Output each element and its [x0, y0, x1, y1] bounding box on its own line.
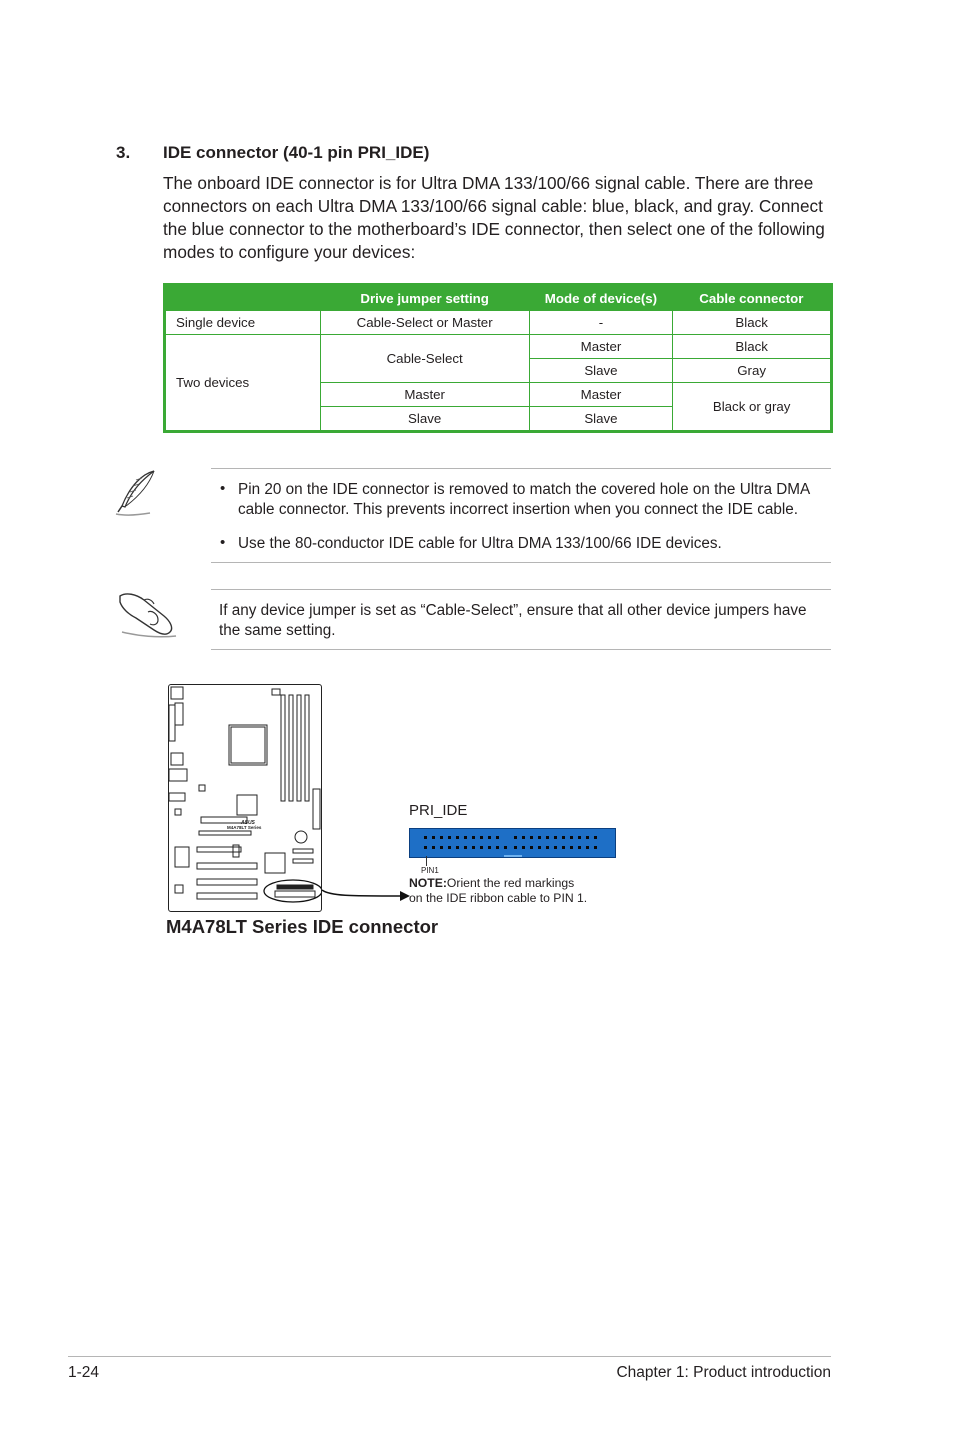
note-bottom-rule [211, 562, 831, 563]
diagram-caption: M4A78LT Series IDE connector [166, 916, 439, 937]
table-cell: Black or gray [673, 383, 832, 432]
table-cell: - [529, 311, 673, 335]
orientation-note [409, 876, 587, 906]
table-row [165, 311, 832, 335]
table-cell: Black [673, 335, 832, 359]
note-top-rule [211, 468, 831, 469]
hand-warning-icon [114, 588, 182, 640]
page-number: 1-24 [68, 1364, 100, 1381]
table-header: Drive jumper setting [320, 285, 529, 311]
section-number: 3. [116, 143, 131, 162]
table-cell: Slave [529, 359, 673, 383]
table-cell: Cable-Select or Master [320, 311, 529, 335]
table-cell: Single device [165, 311, 321, 335]
note-label: NOTE: [409, 876, 447, 890]
intro-paragraph: The onboard IDE connector is for Ultra DMA 133/100/66 signal cable. There are three connectors on each Ultra DMA 133/100/66 signal cable: blue, black, and gray. Connect the blue connector to the motherboard’s IDE connector, then select one of the following modes to configure your devices: [163, 173, 825, 262]
table-row [165, 335, 832, 359]
table-cell: Master [529, 335, 673, 359]
feather-pen-icon [112, 468, 160, 520]
table-header: Mode of device(s) [529, 285, 673, 311]
board-brand: ASUS [241, 820, 255, 826]
ide-mode-table [163, 283, 833, 433]
table-cell: Master [529, 383, 673, 407]
pin1-leader-line [426, 856, 427, 866]
pri-ide-connector [409, 828, 616, 858]
table-cell: Gray [673, 359, 832, 383]
table-cell: Slave [320, 407, 529, 432]
pin1-label: PIN1 [421, 866, 439, 875]
table-cell: Slave [529, 407, 673, 432]
pointer-arrow-icon [320, 880, 412, 904]
table-cell: Black [673, 311, 832, 335]
board-model: M4A78LT Series [227, 825, 262, 830]
motherboard-layout-icon [169, 685, 321, 911]
footer-rule [68, 1356, 831, 1357]
bullet-marker: • [220, 534, 226, 551]
note-bullet: Pin 20 on the IDE connector is removed to match the covered hole on the Ultra DMA cable connector. This prevents incorrect insertion when you connect the IDE cable. [238, 481, 810, 518]
motherboard-outline [168, 684, 322, 912]
table-cell: Cable-Select [320, 335, 529, 383]
note-bullet: Use the 80-conductor IDE cable for Ultra DMA 133/100/66 IDE devices. [238, 535, 722, 552]
note-line: on the IDE ribbon cable to PIN 1. [409, 891, 588, 905]
section-title: IDE connector (40-1 pin PRI_IDE) [163, 143, 430, 162]
note-line: Orient the red markings [446, 876, 575, 890]
table-cell: Two devices [165, 335, 321, 432]
chapter-title: Chapter 1: Product introduction [616, 1364, 831, 1381]
connector-pins-icon [410, 829, 615, 857]
caution-text: If any device jumper is set as “Cable-Select”, ensure that all other device jumpers have the same setting. [219, 602, 807, 639]
table-cell: Master [320, 383, 529, 407]
table-header [165, 285, 321, 311]
connector-label: PRI_IDE [409, 802, 468, 819]
caution-bottom-rule [211, 649, 831, 650]
table-header-row [165, 285, 832, 311]
table-header: Cable connector [673, 285, 832, 311]
bullet-marker: • [220, 480, 226, 497]
caution-top-rule [211, 589, 831, 590]
